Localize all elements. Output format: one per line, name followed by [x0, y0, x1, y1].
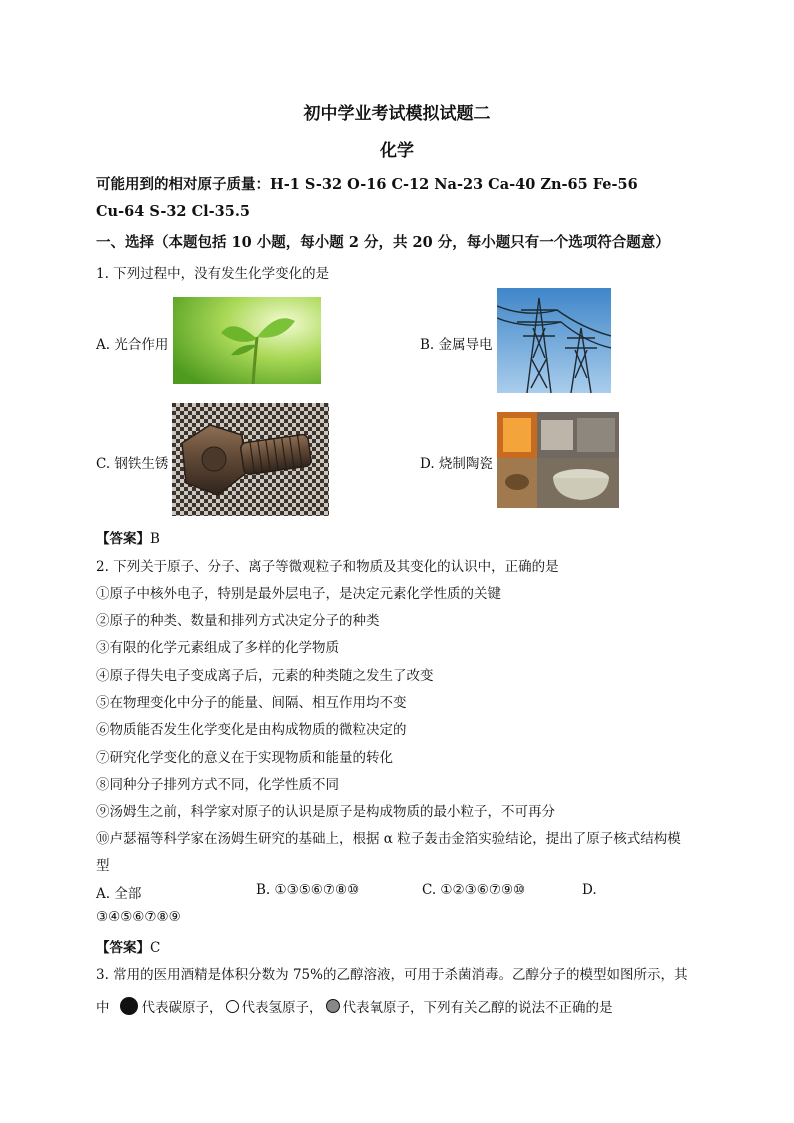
q2-item: ②原子的种类、数量和排列方式决定分子的种类 [96, 613, 380, 629]
question-3-line-1: 3. 常用的医用酒精是体积分数为 75%的乙醇溶液，可用于杀菌消毒。乙醇分子的模型如图所示，其 [96, 967, 688, 983]
q2-item: ⑩卢瑟福等科学家在汤姆生研究的基础上，根据 α 粒子轰击金箔实验结论，提出了原子核式结构模 [96, 831, 681, 847]
q2-item: ⑧同种分子排列方式不同，化学性质不同 [96, 777, 339, 793]
q3-text-d: 代表氧原子，下列有关乙醇的说法不正确的是 [342, 1000, 613, 1016]
q2-option-c: C. ①②③⑥⑦⑨⑩ [422, 882, 526, 898]
q2-item: ⑤在物理变化中分子的能量、间隔、相互作用均不变 [96, 695, 407, 711]
q1-option-b-label: B. 金属导电 [420, 337, 493, 353]
atomic-mass-line-1: 可能用到的相对原子质量：H-1 S-32 O-16 C-12 Na-23 Ca-40 Zn-65 Fe-56 [96, 176, 638, 193]
rusty-bolt-photo-icon [172, 403, 329, 516]
carbon-atom-icon [120, 997, 138, 1015]
answer-bracket: 【答案】 [96, 531, 150, 547]
q2-option-d: D. [582, 882, 597, 898]
q2-item: ③有限的化学元素组成了多样的化学物质 [96, 640, 339, 656]
q2-item: 型 [96, 858, 110, 874]
q3-text-a: 中 [96, 1000, 110, 1016]
q1-option-c-label: C. 钢铁生锈 [96, 456, 169, 472]
q1-option-d-label: D. 烧制陶瓷 [420, 456, 493, 472]
hydrogen-atom-icon [226, 1000, 239, 1013]
q3-text-b: 代表碳原子， [141, 1000, 223, 1016]
q1-option-a-label: A. 光合作用 [96, 337, 169, 353]
q2-option-d-continued: ③④⑤⑥⑦⑧⑨ [96, 909, 181, 925]
power-pylons-photo-icon [497, 288, 611, 393]
q2-option-a: A. 全部 [96, 886, 142, 902]
section-heading: 一、选择（本题包括 10 小题，每小题 2 分，共 20 分，每小题只有一个选项符合题意） [96, 234, 670, 251]
q2-item: ⑨汤姆生之前，科学家对原子的认识是原子是构成物质的最小粒子，不可再分 [96, 804, 555, 820]
question-3-line-2 [96, 996, 613, 1016]
q2-item: ⑥物质能否发生化学变化是由构成物质的微粒决定的 [96, 722, 407, 738]
atomic-mass-line-2: Cu-64 S-32 Cl-35.5 [96, 203, 250, 220]
question-1-stem: 1. 下列过程中，没有发生化学变化的是 [96, 266, 330, 282]
answer-value: B [150, 531, 160, 547]
q2-item: ①原子中核外电子，特别是最外层电子，是决定元素化学性质的关键 [96, 586, 501, 602]
q2-item: ⑦研究化学变化的意义在于实现物质和能量的转化 [96, 750, 393, 766]
q2-answer [96, 936, 160, 956]
q1-answer [96, 527, 160, 547]
q2-option-b: B. ①③⑤⑥⑦⑧⑩ [256, 882, 360, 898]
q3-text-c: 代表氢原子， [241, 1000, 323, 1016]
plant-sprout-photo-icon [173, 297, 321, 384]
question-2-stem: 2. 下列关于原子、分子、离子等微观粒子和物质及其变化的认识中，正确的是 [96, 559, 559, 575]
subject-title: 化学 [380, 141, 414, 161]
answer-value: C [150, 940, 161, 956]
q2-item: ④原子得失电子变成离子后，元素的种类随之发生了改变 [96, 668, 434, 684]
exam-title: 初中学业考试模拟试题二 [303, 104, 491, 124]
answer-bracket: 【答案】 [96, 940, 150, 956]
pottery-kiln-photo-icon [497, 412, 619, 508]
oxygen-atom-icon [326, 999, 340, 1013]
